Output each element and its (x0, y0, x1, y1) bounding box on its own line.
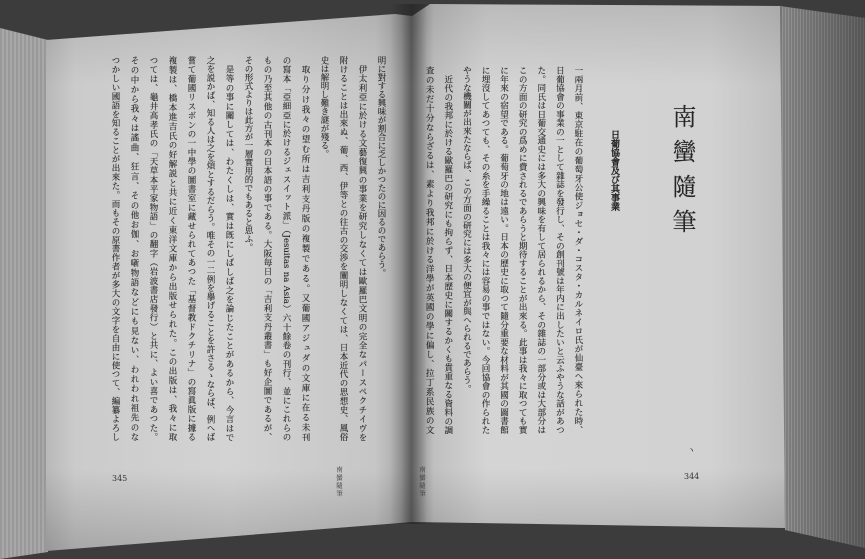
text-column: 附けることは出來ぬ、葡、西、伊等との往古の交渉を闡明しなくては、日本近代の思想史、風俗 (338, 56, 348, 441)
text-column: 之を説かば、知る人は之を煩とするだらう。唯その一二例を擧げることを許さるゝならば、例へば (205, 56, 215, 441)
text-column: つては、龜井高孝氏の「天草本平家物語」の翻字（岩波書店發行）と共に、よい喜であつた。 (148, 56, 158, 441)
text-column: 査の未だ十分ならざるは、素より我邦に於ける洋學が英國の學に偏し、拉丁系民族の文 (424, 66, 435, 434)
running-head: 南蠻隨筆 (335, 466, 343, 498)
text-column: 是等の事に關しては、わたくしは、實は旣にしばしば之を論じたことがあるから、今言はで (224, 64, 234, 441)
running-head: 南蠻隨筆 (418, 466, 426, 498)
left-page-body (105, 56, 390, 441)
text-column: その中から我々は謠曲、狂言、その他お伽、お噺物語などにも見ない、われわれ祖先のな (129, 56, 139, 441)
text-column: の寫本「亞細亞に於けるジェスイット派」（Jesuitas na Asia）六十餘卷の刊行、並にこれらの (281, 56, 291, 441)
text-column: に年來の宿望である。葡萄牙の地は遠い。日本の歷史に取つて隨分重要な材料が其國の圖書館 (498, 66, 509, 434)
text-column: やうな機關が出來たならば、この方面の研究には多大の便宜が與へられるであらう。 (461, 66, 472, 393)
text-column: この方面の研究の爲めに費されるであらうと期待することが出來る。此事は我々に取つても實 (517, 66, 528, 434)
text-column: 史は解明し難き謎が殘る。 (319, 56, 329, 158)
printer-mark: ヽ (687, 446, 697, 456)
text-column: つかしい國語を知ることが出來た。而もその原書作者が多大の文字を自由に使つて、編纂よろし (110, 56, 120, 441)
text-column: 複製は、橋本進吉氏の好解説と共に近く東洋文庫から出版せられた。この出版は、我々に取 (167, 56, 177, 441)
text-column: に埋沒してあつても、その糸を手繰ることは我々には容易の事ではない。今回協會の作られた (480, 66, 491, 434)
text-column: 伊太利亞に於ける文藝復興の事業を研究しなくては歐羅巴文明の完全なパースペクチイヴを (357, 64, 367, 441)
page-number: 344 (684, 472, 700, 481)
text-column: 一兩月前、東京駐在の葡萄牙公使ジョセ・ダ・コスタ・カルネイロ氏が仙臺へ來られた時、 (572, 66, 583, 434)
text-column: もの乃至其他の古刊本の日本語の事である。大阪毎日の「吉利支丹叢書」も好企圖であるが、 (262, 56, 272, 441)
text-column: 日葡協會の事業の一として雜誌を發行し、その創刊號は年内に出したいと云ふやうな話があつ (554, 66, 565, 434)
text-column: 嘗て葡國リスボンの一中學の圖書室に藏せられてあつた「基督教ドクチリナ」の寫眞版に據る (186, 56, 196, 441)
text-column: 近代の我邦に於ける歐羅巴の研究にも拘らず、日本歷史に關するかくも貴重なる資料の調 (442, 74, 453, 434)
page-number: 345 (112, 474, 128, 483)
text-column: 明に對する興味が割合に乏しかつたのに因るのであらう。 (376, 56, 386, 277)
text-column: その形式よりは此方が一層實用的でもあると思ふ。 (243, 56, 253, 252)
book-title: 南蠻隨筆 (668, 104, 696, 244)
text-column: た。同氏は日葡交通史には多大の興味を有して居られるから、その雜誌の一部分或は大部分は (535, 66, 546, 434)
text-column: 取り分け我々の望む所は吉利支丹版の複製である。又葡國アジュダの文庫に在る未刊 (300, 64, 310, 441)
section-heading: 日葡協會及び其事業 (609, 130, 619, 211)
